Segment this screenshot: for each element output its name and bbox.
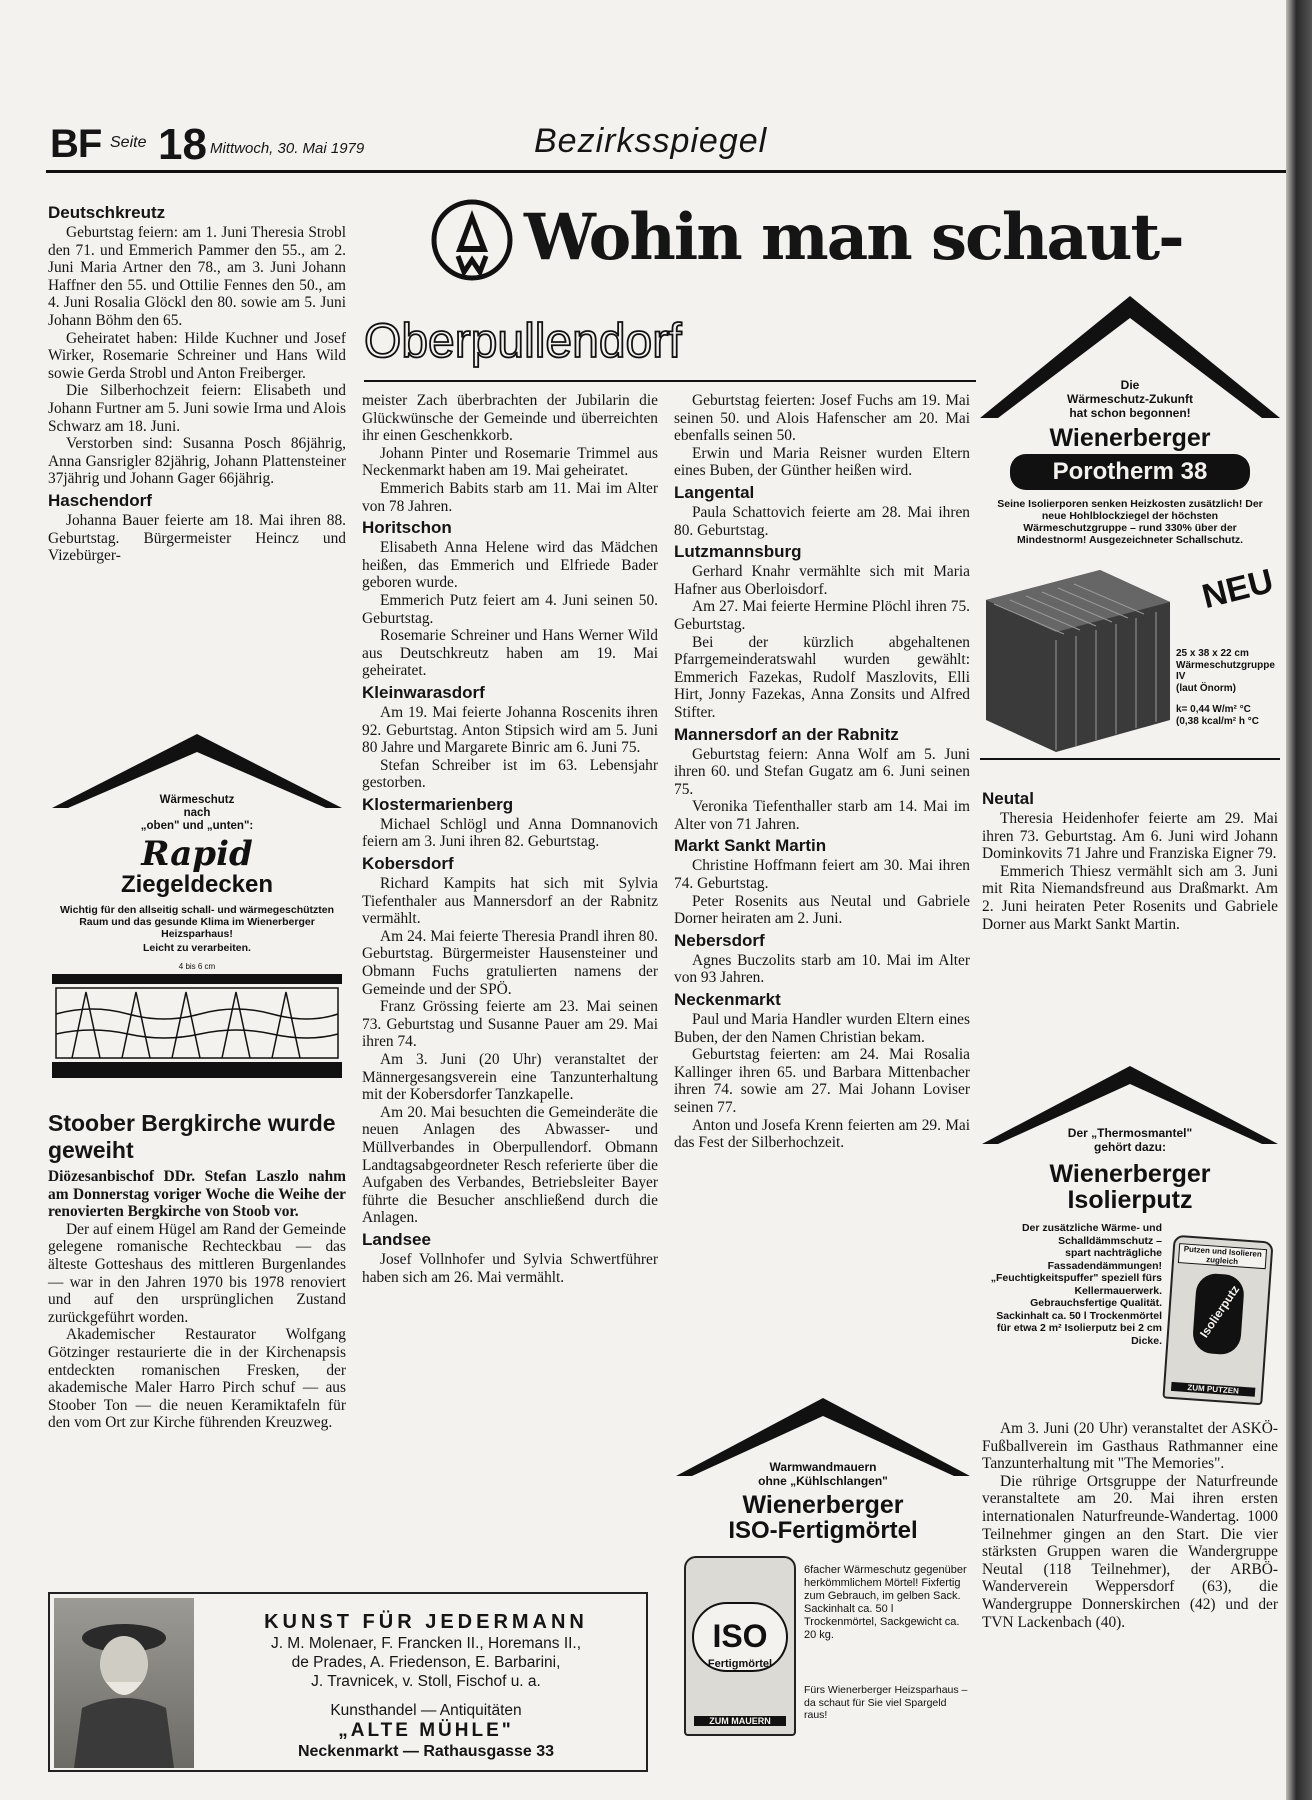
ad-isolierputz [982, 1062, 1278, 1412]
paragraph: Die rührige Ortsgruppe der Naturfreunde veranstaltete am 20. Mai ihren ersten internationalen Naturfreunde-Wandertag. 1000 Teilnehmer gingen an den Start. Die vier stärksten Gruppen waren die Wandergruppe Neutal (118 Teilnehmer), der ARBÖ-Wanderverein Weppersdorf (63), die Wandergruppe Donnerskirchen (42) und der TVN Lackenbach (40). [982, 1472, 1278, 1631]
spec: 25 x 38 x 22 cm [1176, 648, 1249, 659]
ad-brand: Wienerberger [1049, 1160, 1211, 1188]
paragraph: Johann Pinter und Rosemarie Trimmel aus Neckenmarkt haben am 19. Mai geheiratet. [362, 444, 658, 480]
paragraph: Veronika Tiefenthaller starb am 14. Mai im Alter von 71 Jahren. [674, 798, 970, 833]
ad-line: „oben" und „unten": [140, 820, 254, 832]
paragraph: Emmerich Thiesz vermählt sich am 3. Juni mit Rita Niemandsfreund aus Draßmarkt. Am 2. Juni heiraten Peter Rosenits und Gabriele Dorner aus Markt Sankt Martin. [982, 862, 1278, 933]
portrait-painting-image [54, 1598, 194, 1768]
place-title-rule [364, 380, 976, 382]
kunst-shop-name: „ALTE MÜHLE" [338, 1720, 514, 1741]
bag-footer: ZUM MAUERN [694, 1716, 786, 1726]
place-heading: Neckenmarkt [674, 990, 781, 1010]
spec: (laut Önorm) [1176, 682, 1236, 694]
column-4 [982, 786, 1278, 933]
headline-block [430, 198, 1290, 280]
paragraph: Die Silberhochzeit feiern: Elisabeth und Johann Furtner am 5. Juni sowie Irma und Alois Schwarz am 18. Juni. [48, 382, 346, 435]
paragraph: Geburtstag feiern: am 1. Juni Theresia Strobl den 71. und Emmerich Pammer den 55., am 2. Juni Maria Artner den 78., am 3. Juni Johann Haffner den 55. und Ottilie Fennes den 50., am 4. Juni Rosalia Glöckl den 80. sowie am 5. Juni Johann Böhm den 65. [48, 224, 346, 329]
wienerberger-logo-icon [430, 198, 514, 282]
paragraph: Josef Vollnhofer und Sylvia Schwertführer haben sich am 26. Mai vermählt. [362, 1250, 658, 1286]
paragraph: Geheiratet haben: Hilde Kuchner und Josef Wirker, Rosemarie Schreiner und Hans Wild sowie Gerda Strobl und Anton Freiberger. [48, 329, 346, 382]
ad-text: Gebrauchsfertige Qualität. [1030, 1297, 1162, 1309]
paragraph: Peter Rosenits aus Neutal und Gabriele Dorner heiraten am 2. Juni. [674, 892, 970, 928]
paragraph: Akademischer Restaurator Wolfgang Götzinger restaurierte die in der Kirchenapsis entdeckten romanischen Fresken, der akademische Maler Harro Pirch schuf — aus Stoober Ton — die neuen Keramiktafeln für den vom Ort zur Kirche führenden Kreuzweg. [48, 1326, 346, 1432]
ad-kunst-fuer-jedermann [48, 1592, 648, 1772]
place-heading: Landsee [362, 1229, 431, 1249]
spec: (0,38 kcal/m² h °C [1176, 715, 1259, 727]
bag-label: ISO [712, 1618, 768, 1654]
paragraph: Stefan Schreiber ist im 63. Lebensjahr gestorben. [362, 756, 658, 792]
ad-cta: Leicht zu verarbeiten. [143, 942, 251, 954]
paragraph: Elisabeth Anna Helene wird das Mädchen heißen, das Emmerich und Elfriede Bader geboren wurde. [362, 539, 658, 592]
paragraph: Verstorben sind: Susanna Posch 86jährig, Anna Gansrigler 82jährig, Johann Plattensteiner 37jährig und Johann Gager 66jährig. [48, 435, 346, 488]
column-1 [48, 200, 346, 565]
paragraph: Theresia Heidenhofer feierte am 29. Mai ihren 73. Geburtstag. Am 6. Juni wird Johann Dominkovits 71 Jahre und Franziska Eigner 79. [982, 810, 1278, 863]
ad-product: Isolierputz [1067, 1186, 1193, 1214]
ad-line: Wärmeschutz [159, 794, 235, 806]
ad-body: Seine Isolierporen senken Heizkosten zusätzlich! Der neue Hohlblockziegel der höchsten Wärmeschutzgruppe – rund 330% über der Mindestnorm! Ausgezeichneter Schallschutz. [997, 498, 1263, 546]
ad-line: nach [183, 807, 211, 819]
place-heading: Markt Sankt Martin [674, 836, 827, 856]
issue-date: Mittwoch, 30. Mai 1979 [210, 140, 365, 157]
paragraph: Rosemarie Schreiner und Hans Werner Wild aus Deutschkreutz haben am 19. Mai geheiratet. [362, 627, 658, 680]
ad-product: ISO-Fertigmörtel [728, 1517, 918, 1544]
place-heading: Neutal [982, 789, 1034, 808]
paragraph: Am 20. Mai besuchten die Gemeinderäte die neuen Anlagen des Abwasser- und Müllverbandes in Oberpullendorf. Obmann Landtagsabgeordneter Resch referierte über die Aufgaben des Verbandes, Betriebsleiter Bayer führte die Besucher anschließend durch die Anlagen. [362, 1103, 658, 1227]
ad-text: spart nachträgliche Fassadendämmungen! [1047, 1247, 1162, 1272]
ad-product: Porotherm 38 [1010, 454, 1250, 490]
paragraph: Agnes Buczolits starb am 10. Mai im Alter von 93 Jahren. [674, 951, 970, 987]
ad-body: Wichtig für den allseitig schall- und wärmegeschützten Raum und das gesunde Klima im Wienerberger Heizsparhaus! [59, 904, 335, 940]
ad-iso-fertigmoertel [676, 1394, 970, 1794]
ad-bottom-rule [980, 758, 1280, 760]
page-edge-shadow [1286, 0, 1312, 1800]
paragraph: Michael Schlögl und Anna Domnanovich feiern am 3. Juni ihren 82. Geburtstag. [362, 815, 658, 851]
kunst-title: KUNST FÜR JEDERMANN [264, 1611, 588, 1633]
ad-text: Sackinhalt ca. 50 l Trockenmörtel für etwa 2 m² Isolierputz bei 2 cm Dicke. [996, 1309, 1162, 1347]
bag-footer: ZUM PUTZEN [1171, 1382, 1255, 1397]
place-heading: Mannersdorf an der Rabnitz [674, 724, 899, 744]
paragraph: Johanna Bauer feierte am 18. Mai ihren 88. Geburtstag. Bürgermeister Heincz und Vizebürger- [48, 511, 346, 565]
paragraph: Paula Schattovich feierte am 28. Mai ihren 80. Geburtstag. [674, 503, 970, 539]
ad-brand: Rapid [141, 834, 253, 874]
headline: Wohin man schaut- [524, 200, 1183, 275]
paragraph: Am 3. Juni (20 Uhr) veranstaltet der Männergesangsverein eine Tanzunterhaltung mit der Kobersdorfer Tanzkapelle. [362, 1051, 658, 1104]
ad-body: 6facher Wärmeschutz gegenüber herkömmlichem Mörtel! Fixfertig zum Gebrauch, im gelben Sack. Sackinhalt ca. 50 l Trockenmörtel, Sackgewicht ca. 20 kg. [804, 1564, 967, 1641]
kunst-artists: de Prades, A. Friedenson, E. Barbarini, [291, 1654, 561, 1671]
column-2 [362, 392, 658, 1286]
ad-body [990, 1222, 1162, 1347]
ad-porotherm [980, 292, 1280, 762]
place-heading: Nebersdorf [674, 930, 765, 950]
kunst-artists: J. Travnicek, v. Stoll, Fischof u. a. [311, 1673, 541, 1690]
paragraph: Am 24. Mai feierte Theresia Prandl ihren 80. Geburtstag. Bürgermeister Hausensteiner und Obmann Fuchs gratulierten namens der Gemeinde und der SPÖ. [362, 927, 658, 998]
spec: Wärmeschutzgruppe IV [1176, 659, 1275, 682]
paragraph: Anton und Josefa Krenn feierten am 29. Mai das Fest der Silberhochzeit. [674, 1116, 970, 1152]
place-heading: Horitschon [362, 518, 452, 538]
paragraph: Bei der kürzlich abgehaltenen Pfarrgemeinderatswahl wurden gewählt: Emmerich Fazekas, Rudolf Maszlovits, Elli Hirt, Jonny Fazekas, Anna Zonsits und Alfred Stifter. [674, 633, 970, 721]
ad-text: „Feuchtigkeitspuffer" speziell fürs Kellermauerwerk. [990, 1272, 1162, 1297]
paragraph: Geburtstag feierten: Josef Fuchs am 19. Mai seinen 50. und Alois Hafenscher am 20. Mai ebenfalls seinen 50. [674, 392, 970, 445]
brick-image [980, 560, 1176, 756]
masthead [46, 118, 1286, 174]
kunst-artists: J. M. Molenaer, F. Francken II., Horemans II., [270, 1635, 582, 1652]
plaster-bag-image [1162, 1235, 1273, 1406]
paper-logo: BF [50, 122, 102, 166]
story-lead: Diözesanbischof DDr. Stefan Laszlo nahm am Donnerstag voriger Woche die Weihe der renovierten Bergkirche von Stoob vor. [48, 1168, 346, 1221]
ad-brand: Wienerberger [1049, 424, 1211, 452]
ad-text: Der zusätzliche Wärme- und Schalldämmschutz – [1021, 1222, 1162, 1247]
paragraph: Am 27. Mai feierte Hermine Plöchl ihren 75. Geburtstag. [674, 598, 970, 633]
ad-line: Der „Thermosmantel" [1067, 1126, 1193, 1140]
spec: k= 0,44 W/m² °C [1176, 704, 1251, 715]
paragraph: Geburtstag feierten: am 24. Mai Rosalia Kallinger ihren 65. und Barbara Mittenbacher ihren 74. sowie am 27. Mai Johann Loviser seinen 77. [674, 1046, 970, 1116]
ad-rapid-ziegeldecken [52, 730, 342, 1086]
column-4-lower [982, 1420, 1278, 1631]
paragraph: Richard Kampits hat sich mit Sylvia Tiefenthaler aus Mannersdorf an der Rabnitz vermählt. [362, 875, 658, 928]
paragraph: Paul und Maria Handler wurden Eltern eines Buben, der den Namen Christian bekam. [674, 1011, 970, 1046]
place-heading: Kobersdorf [362, 854, 454, 874]
ad-line: Warmwandmauern [769, 1460, 877, 1474]
bag-label: Isolierputz [1197, 1282, 1243, 1341]
ad-line: Wärmeschutz-Zukunft [1067, 392, 1193, 406]
paragraph: meister Zach überbrachten der Jubilarin die Glückwünsche der Gemeinde und überreichten ihr einen Geschenkkorb. [362, 392, 658, 445]
page-label: Seite [110, 134, 147, 151]
paragraph: Geburtstag feiern: Anna Wolf am 5. Juni ihren 60. und Stefan Gugatz am 6. Juni seinen 75. [674, 745, 970, 798]
ad-brand: Wienerberger [742, 1491, 904, 1519]
column-3 [674, 392, 970, 1152]
place-heading: Klostermarienberg [362, 794, 514, 814]
place-heading: Haschendorf [48, 490, 152, 510]
paragraph: Emmerich Babits starb am 11. Mai im Alter von 78 Jahren. [362, 479, 658, 515]
story-body [48, 1168, 346, 1432]
portrait-figure-icon [54, 1598, 194, 1768]
masthead-rule [46, 170, 1286, 173]
paragraph: Franz Grössing feierte am 23. Mai seinen 73. Geburtstag und Susanne Pauer am 29. Mai ihren 74. [362, 998, 658, 1051]
paragraph: Emmerich Putz feiert am 4. Juni seinen 50. Geburtstag. [362, 591, 658, 627]
place-heading: Langental [674, 482, 755, 502]
kunst-address: Neckenmarkt — Rathausgasse 33 [297, 1743, 555, 1760]
ceiling-diagram-icon [52, 974, 342, 1080]
page-number: 18 [158, 120, 207, 169]
ad-line: Die [1120, 378, 1140, 392]
place-title: Oberpullendorf [364, 315, 682, 368]
place-heading: Kleinwarasdorf [362, 682, 485, 702]
kunst-category: Kunsthandel — Antiquitäten [330, 1702, 522, 1719]
ad-note: Fürs Wienerberger Heizsparhaus – da schaut für Sie viel Spargeld raus! [804, 1684, 968, 1721]
ad-line: ohne „Kühlschlangen" [758, 1474, 888, 1488]
paragraph: Christine Hoffmann feiert am 30. Mai ihren 74. Geburtstag. [674, 857, 970, 893]
paragraph: Am 3. Juni (20 Uhr) veranstaltet der ASKÖ-Fußballverein im Gasthaus Rathmanner eine Tanzunterhaltung mit "The Memories". [982, 1420, 1278, 1473]
bag-tag: Putzen und Isolieren zugleich [1178, 1243, 1267, 1269]
paragraph: Der auf einem Hügel am Rand der Gemeinde gelegene romanische Rechteckbau — das älteste Gotteshaus des mittleren Burgenlandes — war in den Jahren 1970 bis 1978 renoviert und auf den ursprünglichen Zustand zurückgeführt worden. [48, 1220, 346, 1326]
ad-line: hat schon begonnen! [1069, 406, 1191, 420]
section-title: Bezirksspiegel [534, 122, 768, 160]
story-title: Stoober Bergkirche wurde geweiht [48, 1110, 336, 1163]
ad-dimension: 4 bis 6 cm [178, 962, 216, 971]
mortar-bag-image [684, 1556, 796, 1736]
new-badge: NEU [1198, 561, 1278, 617]
paragraph: Gerhard Knahr vermählte sich mit Maria Hafner aus Oberloisdorf. [674, 563, 970, 598]
ad-product: Ziegeldecken [120, 871, 274, 898]
paragraph: Erwin und Maria Reisner wurden Eltern eines Buben, der Günther heißen wird. [674, 444, 970, 480]
paragraph: Am 19. Mai feierte Johanna Roscenits ihren 92. Geburtstag. Anton Stipsich wird am 5. Juni 80 Jahre und Margarete Binric am 6. Juni 75. [362, 703, 658, 757]
place-heading: Lutzmannsburg [674, 542, 802, 562]
ad-line: gehört dazu: [1094, 1140, 1166, 1154]
ad-specs [1176, 648, 1280, 727]
place-heading: Deutschkreutz [48, 203, 166, 222]
bag-sublabel: Fertigmörtel [707, 1658, 773, 1670]
